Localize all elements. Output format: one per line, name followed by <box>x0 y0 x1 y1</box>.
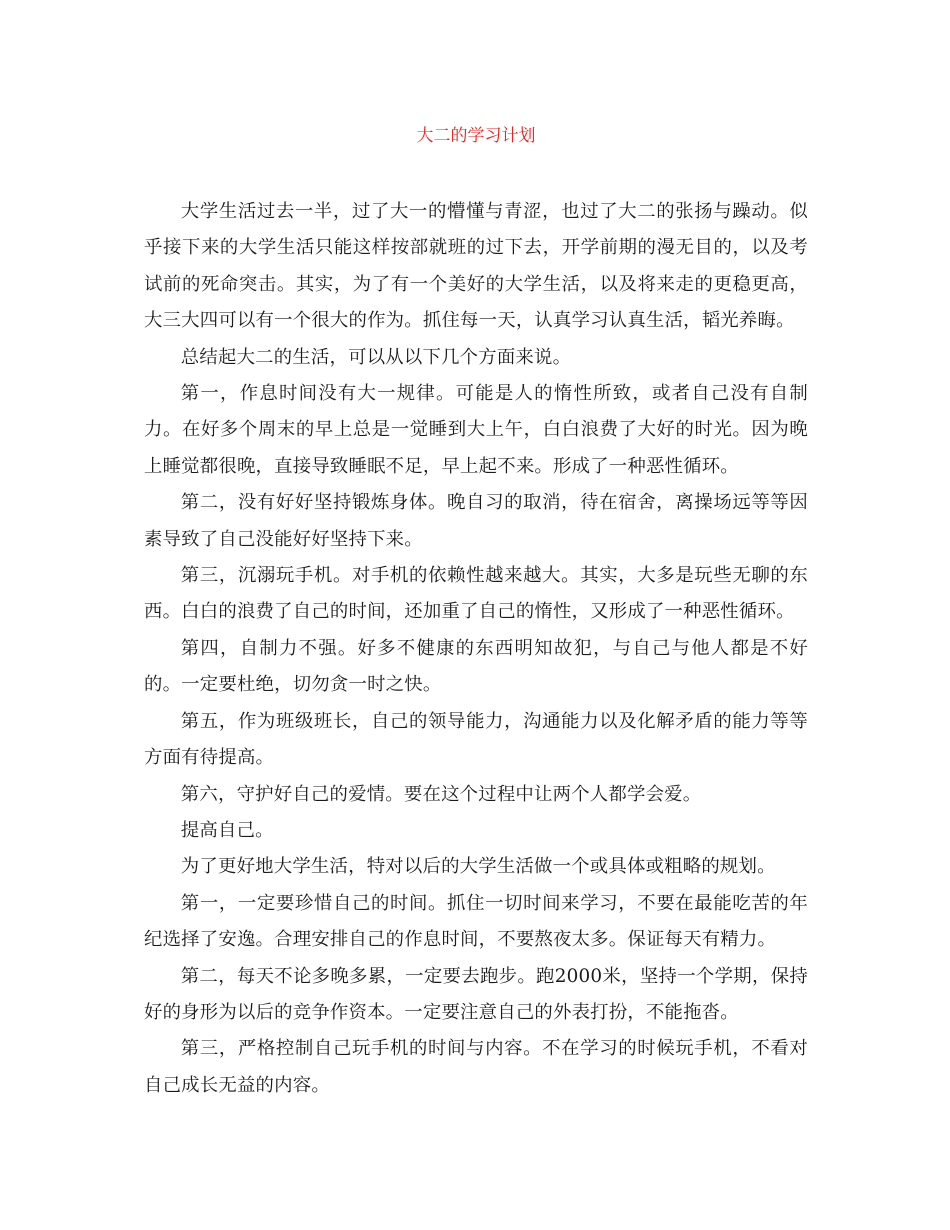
paragraph-3: 第一，作息时间没有大一规律。可能是人的惰性所致，或者自己没有自制力。在好多个周末的早上总是一觉睡到大上午，白白浪费了大好的时光。因为晚上睡觉都很晚，直接导致睡眠不足，早上起不来。形成了一种恶性循环。 <box>144 383 808 477</box>
paragraph-5: 第三，沉溺玩手机。对手机的依赖性越来越大。其实，大多是玩些无聊的东西。白白的浪费了自己的时间，还加重了自己的惰性，又形成了一种恶性循环。 <box>144 565 808 623</box>
document-page <box>144 0 808 1230</box>
paragraph-13: 第三，严格控制自己玩手机的时间与内容。不在学习的时候玩手机，不看对自己成长无益的内容。 <box>144 1038 808 1096</box>
paragraph-8: 第六，守护好自己的爱情。要在这个过程中让两个人都学会爱。 <box>180 783 702 805</box>
paragraph-11: 第一，一定要珍惜自己的时间。抓住一切时间来学习，不要在最能吃苦的年纪选择了安逸。合理安排自己的作息时间，不要熬夜太多。保证每天有精力。 <box>144 892 808 951</box>
paragraph-12: 第二，每天不论多晚多累，一定要去跑步。跑2000米，坚持一个学期，保持好的身形为以后的竞争作资本。一定要注意自己的外表打扮，不能拖沓。 <box>144 965 808 1023</box>
paragraph-1: 大学生活过去一半，过了大一的懵懂与青涩，也过了大二的张扬与躁动。似乎接下来的大学生活只能这样按部就班的过下去，开学前期的漫无目的，以及考试前的死命突击。其实，为了有一个美好的大学生活，以及将来走的更稳更高，大三大四可以有一个很大的作为。抓住每一天，认真学习认真生活，韬光养晦。 <box>144 201 808 332</box>
paragraph-2: 总结起大二的生活，可以从以下几个方面来说。 <box>180 346 572 368</box>
paragraph-7: 第五，作为班级班长，自己的领导能力，沟通能力以及化解矛盾的能力等等方面有待提高。 <box>144 710 808 769</box>
paragraph-10: 为了更好地大学生活，特对以后的大学生活做一个或具体或粗略的规划。 <box>180 856 776 878</box>
paragraph-9: 提高自己。 <box>180 819 274 841</box>
document-body <box>144 194 808 1104</box>
paragraph-4: 第二，没有好好坚持锻炼身体。晚自习的取消，待在宿舍，离操场远等等因素导致了自己没能好好坚持下来。 <box>144 492 808 550</box>
paragraph-6: 第四，自制力不强。好多不健康的东西明知故犯，与自己与他人都是不好的。一定要杜绝，切勿贪一时之快。 <box>144 637 808 696</box>
document-title: 大二的学习计划 <box>416 126 536 146</box>
